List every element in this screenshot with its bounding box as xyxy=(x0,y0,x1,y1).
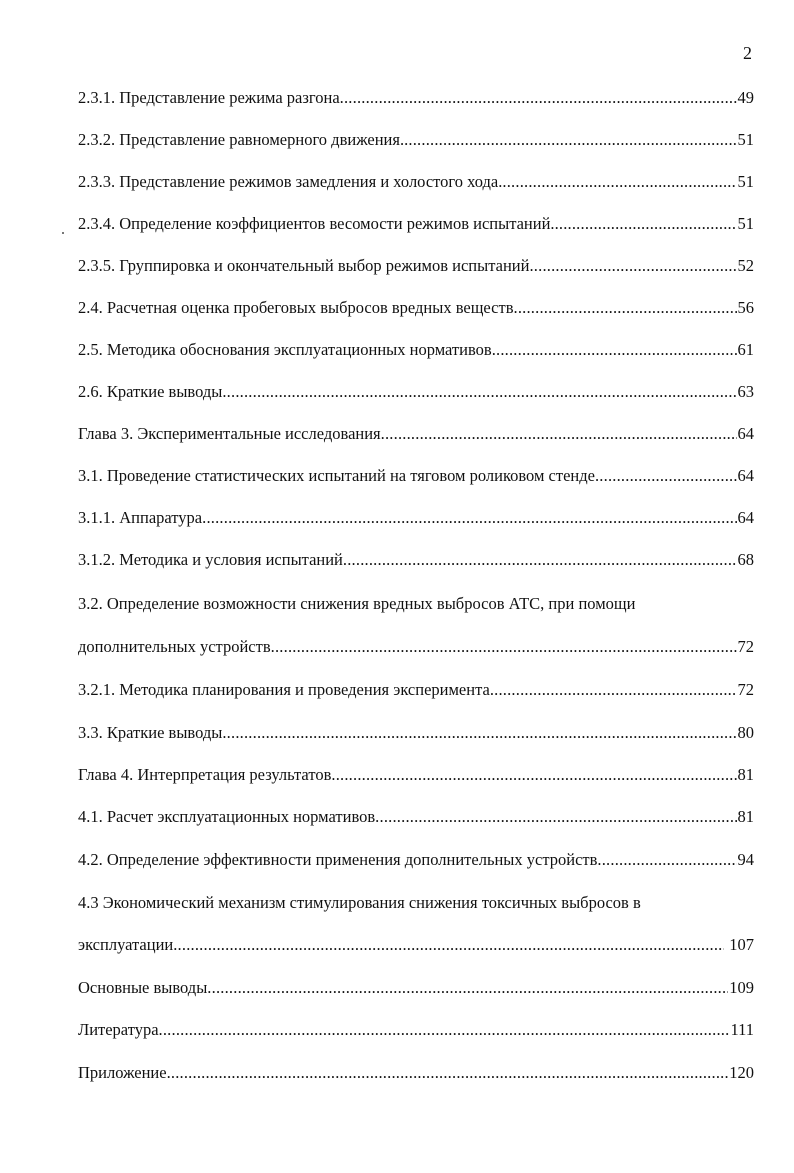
toc-entry xyxy=(78,254,754,278)
toc-entry-title: эксплуатации xyxy=(78,935,174,954)
toc-entry xyxy=(78,848,754,872)
toc-entry xyxy=(78,1018,754,1042)
dot-leader xyxy=(222,721,736,745)
toc-entry-page: 64 xyxy=(737,508,754,527)
toc-entry-title: 4.2. Определение эффективности применения дополнительных устройств xyxy=(78,850,598,869)
toc-entry-title: дополнительных устройств xyxy=(78,637,271,656)
dot-leader xyxy=(271,635,737,659)
toc-entry-title: 4.1. Расчет эксплуатационных нормативов xyxy=(78,807,376,826)
toc-entry-title: 3.1.2. Методика и условия испытаний xyxy=(78,550,343,569)
toc-entry-page: 52 xyxy=(737,256,754,275)
toc-entry xyxy=(78,635,754,659)
toc-entry xyxy=(78,128,754,152)
toc-entry-title: 2.3.4. Определение коэффициентов весомости режимов испытаний. xyxy=(78,214,555,233)
dot-leader xyxy=(529,254,736,278)
toc-entry-page: 81 xyxy=(737,807,754,826)
toc-entry xyxy=(78,170,754,194)
toc-entry-page: 63 xyxy=(737,382,754,401)
toc-entry-page: 80 xyxy=(737,723,754,742)
toc-entry-title: 3.1. Проведение статистических испытаний на тяговом роликовом стенде xyxy=(78,466,595,485)
dot-leader xyxy=(555,212,737,236)
toc-entry xyxy=(78,212,754,236)
toc-entry-title: 2.3.3. Представление режимов замедления и холостого хода. xyxy=(78,172,503,191)
dot-leader xyxy=(207,976,728,1000)
dot-leader xyxy=(173,933,724,957)
toc-entry-page: 72 xyxy=(737,637,754,656)
toc-entry-page: 81 xyxy=(737,765,754,784)
toc-entry xyxy=(78,763,754,787)
toc-entry xyxy=(78,506,754,530)
dot-leader xyxy=(404,128,736,152)
dot-leader xyxy=(514,296,737,320)
toc-entry xyxy=(78,976,754,1000)
toc-entry-page: 107 xyxy=(725,935,754,954)
toc-entry-page: 51 xyxy=(737,130,754,149)
toc-entry xyxy=(78,548,754,572)
dot-leader xyxy=(202,506,736,530)
dot-leader xyxy=(597,848,736,872)
toc-entry-page: 68 xyxy=(737,550,754,569)
toc-entry xyxy=(78,1061,754,1085)
dot-leader xyxy=(159,1018,730,1042)
toc-entry xyxy=(78,933,754,957)
dot-leader xyxy=(502,170,736,194)
toc-entry-title: 2.3.2. Представление равномерного движения. xyxy=(78,130,405,149)
toc-entry xyxy=(78,678,754,702)
toc-entry-title: 3.3. Краткие выводы xyxy=(78,723,223,742)
toc-entry-page: 64 xyxy=(737,466,754,485)
toc-entry xyxy=(78,86,754,110)
toc-entry xyxy=(78,464,754,488)
toc-entry-page: 72 xyxy=(737,680,754,699)
dot-leader xyxy=(492,338,737,362)
toc-entry-title: 3.2. Определение возможности снижения вредных выбросов АТС, при помощи xyxy=(78,594,636,613)
toc-entry-page: 120 xyxy=(729,1063,754,1082)
toc-entry-page: 111 xyxy=(730,1020,754,1039)
dot-leader xyxy=(167,1061,729,1085)
toc-entry xyxy=(78,422,754,446)
dot-leader xyxy=(222,380,736,404)
dot-leader xyxy=(343,548,737,572)
toc-entry-title: Литература xyxy=(78,1020,159,1039)
toc-entry-page: 49 xyxy=(737,88,754,107)
toc-entry-title: 2.5. Методика обоснования эксплуатационных нормативов xyxy=(78,340,492,359)
toc-entry-page: 51 xyxy=(737,172,754,191)
toc-entry-page: 109 xyxy=(729,978,754,997)
toc-entry-title: 2.4. Расчетная оценка пробеговых выбросов вредных веществ xyxy=(78,298,514,317)
toc-entry-title: 2.3.1. Представление режима разгона xyxy=(78,88,340,107)
dot-leader xyxy=(490,678,737,702)
toc-entry-title: 2.6. Краткие выводы xyxy=(78,382,223,401)
toc-entry-title: Приложение xyxy=(78,1063,167,1082)
toc-entry-page: 56 xyxy=(737,298,754,317)
toc-entry-first-line xyxy=(78,891,754,915)
dot-leader xyxy=(381,422,737,446)
toc-entry-page: 94 xyxy=(737,850,754,869)
dot-leader xyxy=(595,464,737,488)
toc-entry-title: 3.2.1. Методика планирования и проведения эксперимента xyxy=(78,680,490,699)
toc-entry xyxy=(78,380,754,404)
toc-entry-page: 51 xyxy=(737,214,754,233)
toc-entry xyxy=(78,296,754,320)
toc-entry-title: 3.1.1. Аппаратура xyxy=(78,508,203,527)
dot-leader xyxy=(340,86,737,110)
dot-leader xyxy=(375,805,736,829)
toc-entry-page: 64 xyxy=(737,424,754,443)
toc-entry-first-line xyxy=(78,592,754,616)
toc-entry-title: 2.3.5. Группировка и окончательный выбор режимов испытаний xyxy=(78,256,530,275)
toc-entry-title: Глава 4. Интерпретация результатов xyxy=(78,765,332,784)
toc-entry xyxy=(78,721,754,745)
scan-mark xyxy=(62,232,64,234)
toc-entry-page: 61 xyxy=(737,340,754,359)
toc-entry xyxy=(78,805,754,829)
toc-entry xyxy=(78,338,754,362)
dot-leader xyxy=(331,763,736,787)
toc-entry-title: Глава 3. Экспериментальные исследования xyxy=(78,424,381,443)
toc-entry-title: Основные выводы xyxy=(78,978,208,997)
page-number: 2 xyxy=(743,43,752,63)
toc-entry-title: 4.3 Экономический механизм стимулирования снижения токсичных выбросов в xyxy=(78,893,641,912)
